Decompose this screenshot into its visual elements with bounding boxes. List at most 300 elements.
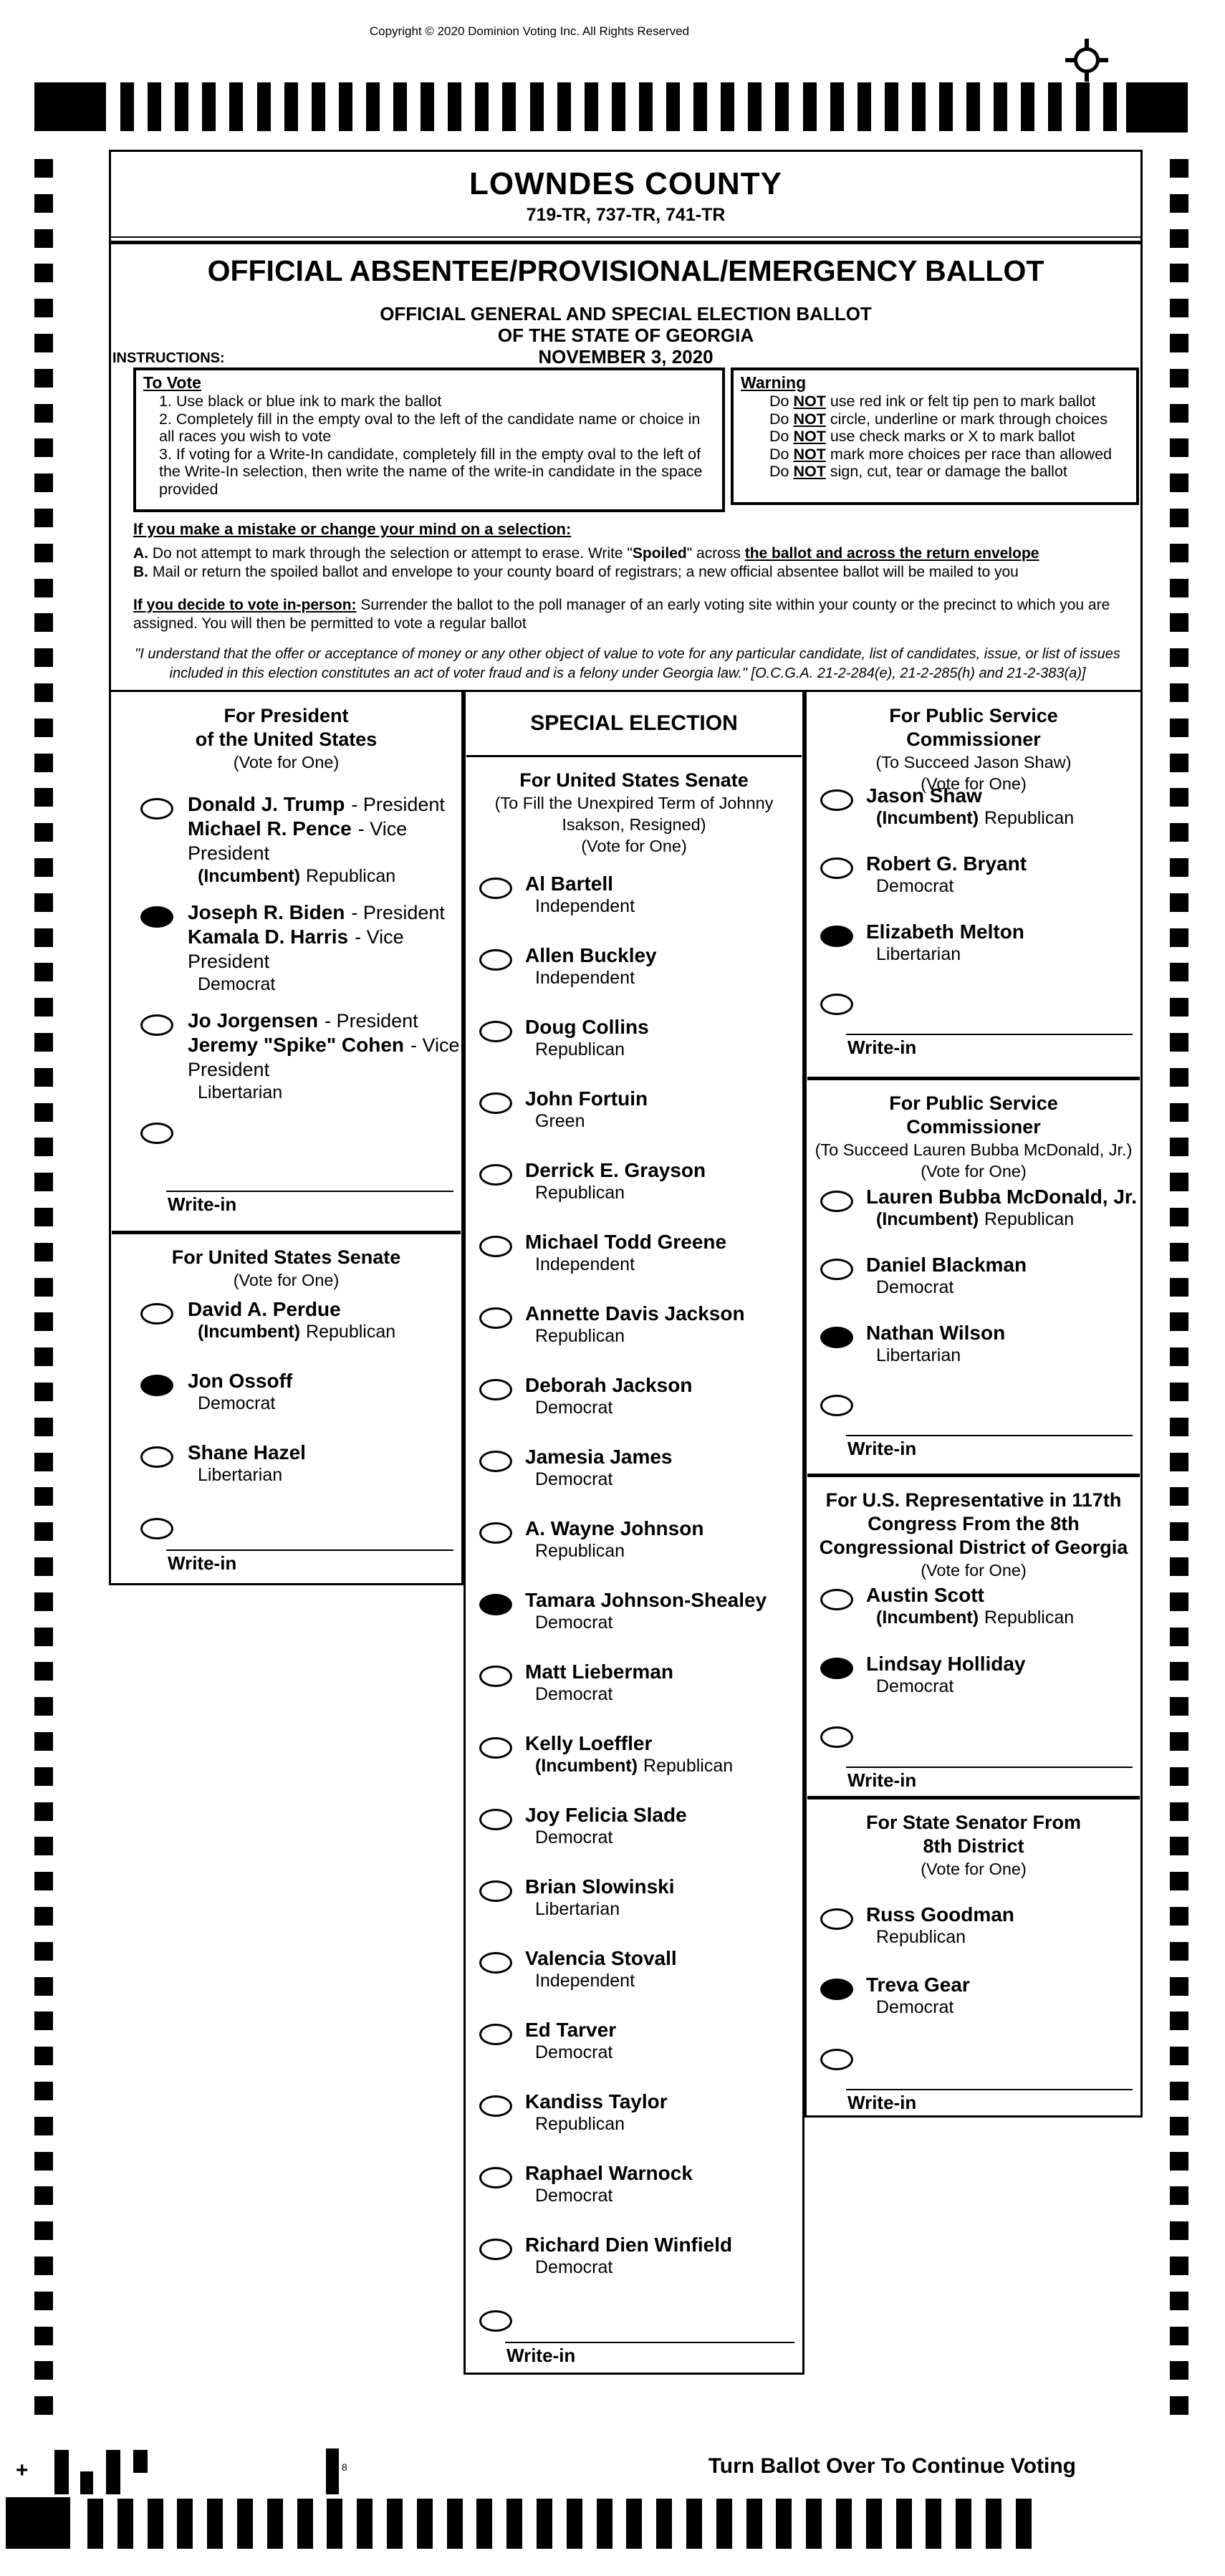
timing-mark bbox=[34, 719, 53, 737]
barcode-mark bbox=[80, 2471, 93, 2494]
write-in-line[interactable] bbox=[846, 2089, 1133, 2090]
timing-mark bbox=[1170, 1942, 1188, 1961]
ballot-oval[interactable] bbox=[820, 1191, 853, 1212]
warning-item: Do NOT sign, cut, tear or damage the ballot bbox=[769, 463, 1067, 480]
candidate-option bbox=[112, 900, 461, 1009]
race-subtitle: (To Succeed Jason Shaw) bbox=[875, 753, 1072, 772]
candidate-party: Republican bbox=[535, 2114, 625, 2134]
candidate-name-line bbox=[525, 2018, 802, 2042]
barcode-mark bbox=[54, 2450, 69, 2494]
write-in-oval[interactable] bbox=[140, 1123, 173, 1144]
timing-mark bbox=[34, 2327, 53, 2345]
vote-for-note: (Vote for One) bbox=[921, 774, 1027, 793]
timing-mark bbox=[34, 1347, 53, 1366]
race-subtitle: (To Fill the Unexpired Term of Johnny bbox=[494, 794, 774, 812]
timing-mark bbox=[34, 1453, 53, 1471]
candidate-name-line bbox=[188, 1297, 461, 1321]
timing-mark bbox=[1170, 1628, 1188, 1646]
timing-mark bbox=[34, 299, 53, 317]
timing-mark bbox=[1170, 1103, 1188, 1122]
ballot-oval-filled[interactable] bbox=[820, 1327, 853, 1348]
write-in-line[interactable] bbox=[505, 2342, 794, 2343]
race-title: For President bbox=[224, 705, 349, 726]
candidate-option bbox=[807, 1185, 1140, 1253]
timing-mark bbox=[1021, 82, 1034, 131]
ballot-oval[interactable] bbox=[479, 1451, 512, 1472]
write-in-option bbox=[112, 1512, 461, 1549]
ballot-oval[interactable] bbox=[479, 2095, 512, 2117]
race-header bbox=[807, 1477, 1140, 1581]
options-list bbox=[807, 1583, 1140, 1791]
candidate-option bbox=[807, 1903, 1140, 1973]
timing-mark bbox=[393, 82, 407, 131]
running-mate-name: Michael R. Pence bbox=[188, 817, 352, 840]
voter-oath: "I understand that the offer or acceptance of money or any other object of value to vote for any particular candidate, list of candidates, issue, or list of issues included in this election constitutes an act of voter fraud and is a felony under Georgia law." [O.C.G.A. 21-2-284(e), 21-2-285(h) and 21-2-383(a)] bbox=[135, 646, 1120, 681]
timing-mark bbox=[1016, 2499, 1032, 2549]
timing-mark bbox=[34, 1628, 53, 1646]
race-president bbox=[112, 693, 461, 1234]
candidate-option bbox=[466, 1158, 802, 1230]
candidate-name: Russ Goodman bbox=[866, 1903, 1014, 1926]
candidate-party: Republican bbox=[535, 1326, 625, 1346]
candidate-party-line bbox=[525, 1397, 802, 1419]
ballot-oval[interactable] bbox=[479, 1952, 512, 1974]
race-title: For Public Service bbox=[889, 1092, 1058, 1114]
write-in-line[interactable] bbox=[846, 1435, 1133, 1436]
ballot-oval[interactable] bbox=[140, 1446, 173, 1468]
timing-mark bbox=[34, 683, 53, 702]
timing-mark bbox=[417, 2499, 433, 2549]
candidate-name: Austin Scott bbox=[866, 1584, 984, 1606]
ballot-oval[interactable] bbox=[140, 1303, 173, 1325]
timing-mark bbox=[994, 82, 1007, 131]
ballot-oval[interactable] bbox=[479, 1021, 512, 1042]
timing-mark bbox=[34, 334, 53, 352]
candidate-party: Democrat bbox=[535, 1827, 613, 1847]
race-header bbox=[466, 757, 802, 857]
candidate-party: Republican bbox=[643, 1756, 734, 1776]
timing-mark bbox=[34, 2047, 53, 2065]
candidate-option bbox=[112, 1297, 461, 1369]
ballot-oval[interactable] bbox=[820, 857, 853, 879]
timing-mark bbox=[175, 82, 188, 131]
mistake-item-b: B. Mail or return the spoiled ballot and envelope to your county board of registrars; a new official absentee ballot will be mailed to you bbox=[133, 564, 1019, 580]
running-mate-line bbox=[188, 817, 461, 865]
race-title: For State Senator From bbox=[865, 1812, 1082, 1833]
timing-mark bbox=[1170, 1453, 1188, 1471]
candidate-party-line bbox=[188, 1464, 461, 1486]
candidate-name: Joseph R. Biden bbox=[188, 901, 345, 923]
timing-mark bbox=[1170, 998, 1188, 1017]
candidate-name: David A. Perdue bbox=[188, 1298, 341, 1320]
timing-mark bbox=[1170, 334, 1188, 352]
ballot-oval-filled[interactable] bbox=[140, 1375, 173, 1396]
candidate-party: Democrat bbox=[198, 974, 276, 994]
race-us-senate bbox=[112, 1234, 461, 1582]
candidate-option bbox=[466, 1731, 802, 1803]
candidate-party: Libertarian bbox=[876, 1345, 961, 1365]
candidate-party: Democrat bbox=[876, 1997, 954, 2017]
timing-mark bbox=[836, 2499, 852, 2549]
timing-mark bbox=[1170, 1872, 1188, 1890]
running-mate-name: Kamala D. Harris bbox=[188, 926, 349, 948]
write-in-oval[interactable] bbox=[820, 2049, 853, 2070]
options-list bbox=[466, 872, 802, 2366]
timing-mark bbox=[1170, 1208, 1188, 1226]
timing-mark bbox=[956, 2499, 971, 2549]
candidate-party: Independent bbox=[535, 1254, 635, 1274]
timing-mark bbox=[1170, 579, 1188, 597]
candidate-name: Tamara Johnson-Shealey bbox=[525, 1589, 767, 1611]
candidate-name-line bbox=[866, 1652, 1140, 1676]
write-in-line[interactable] bbox=[846, 1034, 1133, 1035]
ballot-oval[interactable] bbox=[479, 1379, 512, 1400]
timing-mark bbox=[34, 1068, 53, 1087]
timing-mark bbox=[1170, 893, 1188, 912]
ballot-oval[interactable] bbox=[479, 1164, 512, 1186]
ballot-oval-filled[interactable] bbox=[820, 1979, 853, 2000]
candidate-name-line bbox=[525, 943, 802, 967]
candidate-option bbox=[466, 1015, 802, 1087]
candidate-party-line bbox=[525, 2257, 802, 2279]
ballot-oval[interactable] bbox=[479, 1666, 512, 1687]
timing-mark bbox=[1048, 82, 1062, 131]
timing-mark bbox=[339, 82, 352, 131]
ballot-oval[interactable] bbox=[479, 949, 512, 971]
race-public-service-commissioner-1 bbox=[807, 693, 1140, 1080]
ballot-oval[interactable] bbox=[479, 2024, 512, 2045]
candidate-option bbox=[466, 1803, 802, 1875]
timing-mark bbox=[34, 2117, 53, 2135]
candidate-party: Democrat bbox=[876, 876, 954, 896]
timing-mark bbox=[530, 82, 544, 131]
timing-mark bbox=[1170, 2327, 1188, 2345]
to-vote-title: To Vote bbox=[143, 373, 201, 392]
write-in-label: Write-in bbox=[847, 1438, 917, 1459]
timing-mark bbox=[1170, 1243, 1188, 1261]
timing-mark bbox=[1170, 2361, 1188, 2380]
timing-mark bbox=[1170, 1802, 1188, 1821]
candidate-name: Doug Collins bbox=[525, 1016, 649, 1038]
timing-mark bbox=[34, 2257, 53, 2275]
candidate-name-line bbox=[188, 1369, 461, 1393]
timing-mark bbox=[986, 2499, 1001, 2549]
ballot-type-title: OFFICIAL ABSENTEE/PROVISIONAL/EMERGENCY BALLOT bbox=[207, 254, 1044, 287]
candidate-option bbox=[112, 792, 461, 900]
timing-mark bbox=[34, 474, 53, 492]
options-list bbox=[807, 1903, 1140, 2113]
timing-mark bbox=[1170, 229, 1188, 248]
write-in-oval[interactable] bbox=[820, 1395, 853, 1416]
ballot-oval-filled[interactable] bbox=[820, 1658, 853, 1679]
candidate-name-line bbox=[525, 1445, 802, 1469]
timing-mark bbox=[448, 82, 461, 131]
race-title: For U.S. Representative in 117th bbox=[825, 1489, 1122, 1511]
timing-mark bbox=[34, 2152, 53, 2171]
timing-mark bbox=[1170, 754, 1188, 772]
write-in-line[interactable] bbox=[166, 1191, 453, 1192]
write-in-label: Write-in bbox=[847, 2092, 917, 2113]
timing-mark bbox=[896, 2499, 912, 2549]
candidate-party: Libertarian bbox=[198, 1465, 283, 1485]
candidate-office-suffix: - President bbox=[351, 794, 445, 815]
timing-mark bbox=[1170, 1383, 1188, 1401]
timing-mark bbox=[1170, 1173, 1188, 1191]
write-in-line[interactable] bbox=[166, 1549, 453, 1551]
timing-mark bbox=[387, 2499, 403, 2549]
candidate-name-line bbox=[188, 1009, 461, 1033]
write-in-option bbox=[807, 988, 1140, 1034]
timing-mark bbox=[1170, 438, 1188, 457]
timing-mark bbox=[229, 82, 243, 131]
race-title: Congressional District of Georgia bbox=[819, 1537, 1128, 1558]
write-in-label: Write-in bbox=[847, 1037, 917, 1058]
candidate-option bbox=[466, 1373, 802, 1445]
in-person-note: If you decide to vote in-person: Surrender the ballot to the poll manager of an early voting site within your county or the precinct to which you are assigned. You will then be permitted to vote a regular ballot bbox=[133, 597, 1110, 632]
candidate-option bbox=[807, 784, 1140, 852]
timing-mark bbox=[34, 264, 53, 282]
ballot-oval[interactable] bbox=[479, 1092, 512, 1114]
timing-mark bbox=[1170, 788, 1188, 807]
write-in-oval[interactable] bbox=[140, 1518, 173, 1539]
candidate-option bbox=[807, 920, 1140, 988]
ballot-oval-filled[interactable] bbox=[820, 926, 853, 947]
candidate-party-line bbox=[525, 1110, 802, 1133]
candidate-name: Jo Jorgensen bbox=[188, 1009, 319, 1032]
timing-mark bbox=[806, 2499, 822, 2549]
timing-mark bbox=[34, 1173, 53, 1191]
timing-mark bbox=[1126, 82, 1188, 133]
candidate-party-line bbox=[866, 1926, 1140, 1948]
to-vote-item: 2. Completely fill in the empty oval to the left of the candidate name or choice in all races you wish to vote bbox=[159, 410, 701, 445]
timing-mark bbox=[34, 613, 53, 632]
candidate-name-line bbox=[525, 872, 802, 895]
timing-mark bbox=[267, 2499, 283, 2549]
election-title-line2: OF THE STATE OF GEORGIA bbox=[497, 325, 754, 346]
candidate-name: Kelly Loeffler bbox=[525, 1732, 653, 1754]
timing-mark bbox=[1170, 1522, 1188, 1541]
timing-mark bbox=[34, 2396, 53, 2415]
vote-for-note: (Vote for One) bbox=[581, 837, 687, 855]
timing-mark bbox=[1170, 1557, 1188, 1576]
timing-mark bbox=[1170, 613, 1188, 632]
candidate-name-line bbox=[525, 2090, 802, 2113]
write-in-oval[interactable] bbox=[479, 2310, 512, 2332]
candidate-party-line bbox=[525, 1755, 802, 1777]
warning-title: Warning bbox=[741, 373, 807, 392]
candidate-option bbox=[807, 1652, 1140, 1721]
timing-mark bbox=[1170, 1278, 1188, 1297]
timing-mark bbox=[1170, 1837, 1188, 1855]
timing-mark bbox=[1170, 474, 1188, 492]
timing-mark bbox=[34, 1383, 53, 1401]
ballot-oval[interactable] bbox=[479, 1522, 512, 1544]
candidate-party-line bbox=[525, 1683, 802, 1706]
candidate-party-line bbox=[525, 967, 802, 989]
candidate-name: Brian Slowinski bbox=[525, 1875, 675, 1898]
candidate-name-line bbox=[525, 1875, 802, 1898]
candidate-name-line bbox=[866, 852, 1140, 875]
candidate-name: Lauren Bubba McDonald, Jr. bbox=[866, 1186, 1138, 1208]
candidate-name-line bbox=[525, 1660, 802, 1683]
candidate-name-line bbox=[866, 784, 1140, 807]
ballot-oval[interactable] bbox=[479, 1307, 512, 1329]
timing-mark bbox=[34, 1592, 53, 1611]
ballot-oval[interactable] bbox=[479, 2167, 512, 2188]
candidate-name: Annette Davis Jackson bbox=[525, 1302, 745, 1325]
candidate-option bbox=[466, 1445, 802, 1517]
ballot-oval[interactable] bbox=[820, 1589, 853, 1610]
candidate-name: Deborah Jackson bbox=[525, 1374, 693, 1396]
candidate-option bbox=[466, 1087, 802, 1158]
candidate-name-line bbox=[525, 1803, 802, 1827]
timing-mark bbox=[34, 2361, 53, 2380]
candidate-name-line bbox=[188, 792, 461, 817]
timing-mark bbox=[686, 2499, 702, 2549]
timing-mark bbox=[612, 82, 625, 131]
candidate-party-line bbox=[188, 1321, 461, 1343]
timing-mark bbox=[1170, 1592, 1188, 1611]
candidate-name-line bbox=[866, 1903, 1140, 1926]
timing-mark bbox=[748, 82, 762, 131]
timing-mark bbox=[1170, 194, 1188, 213]
candidate-option bbox=[466, 2018, 802, 2090]
timing-mark bbox=[34, 858, 53, 877]
timing-mark bbox=[585, 82, 598, 131]
candidate-party: Republican bbox=[984, 808, 1075, 828]
write-in-line[interactable] bbox=[846, 1767, 1133, 1768]
candidate-name: John Fortuin bbox=[525, 1087, 648, 1110]
special-election-banner: SPECIAL ELECTION bbox=[466, 693, 802, 757]
candidate-party-line bbox=[866, 1277, 1140, 1299]
vote-for-note: (Vote for One) bbox=[921, 1561, 1027, 1580]
timing-mark bbox=[34, 1732, 53, 1751]
candidate-option bbox=[112, 1369, 461, 1441]
timing-mark bbox=[34, 754, 53, 772]
candidate-name: Jason Shaw bbox=[866, 784, 982, 807]
ballot-oval[interactable] bbox=[479, 1809, 512, 1830]
timing-mark bbox=[237, 2499, 253, 2549]
candidate-option bbox=[112, 1009, 461, 1117]
ballot-oval[interactable] bbox=[479, 878, 512, 899]
running-mate-line bbox=[188, 1033, 461, 1082]
vote-for-note: (Vote for One) bbox=[921, 1860, 1027, 1878]
candidate-option bbox=[807, 1253, 1140, 1321]
timing-mark bbox=[34, 369, 53, 388]
timing-mark bbox=[1170, 2012, 1188, 2030]
timing-mark bbox=[34, 1802, 53, 1821]
candidate-option bbox=[466, 1875, 802, 1946]
timing-mark bbox=[1170, 1977, 1188, 1996]
candidate-name-line bbox=[188, 1441, 461, 1464]
candidate-party: Democrat bbox=[535, 2257, 613, 2277]
candidate-party: Independent bbox=[535, 1971, 635, 1991]
timing-mark bbox=[34, 1767, 53, 1786]
timing-mark bbox=[34, 963, 53, 981]
candidate-name-line bbox=[525, 1588, 802, 1612]
warning-item: Do NOT mark more choices per race than allowed bbox=[769, 445, 1112, 463]
candidate-option bbox=[466, 943, 802, 1015]
ballot-oval[interactable] bbox=[820, 1259, 853, 1280]
timing-mark bbox=[1170, 2221, 1188, 2240]
write-in-option bbox=[807, 2043, 1140, 2089]
timing-mark bbox=[939, 82, 953, 131]
timing-mark bbox=[656, 2499, 672, 2549]
timing-mark bbox=[34, 159, 53, 178]
timing-mark bbox=[34, 1243, 53, 1261]
vote-for-note: (Vote for One) bbox=[921, 1162, 1027, 1181]
candidate-name-line bbox=[525, 2161, 802, 2185]
timing-mark bbox=[34, 1697, 53, 1716]
candidate-party-line bbox=[525, 1254, 802, 1276]
timing-mark bbox=[34, 998, 53, 1017]
candidate-party-line bbox=[525, 1469, 802, 1491]
candidate-name: Lindsay Holliday bbox=[866, 1653, 1026, 1675]
ballot-oval[interactable] bbox=[479, 2239, 512, 2260]
candidate-name-line bbox=[525, 1731, 802, 1755]
candidate-party-line bbox=[188, 1082, 461, 1104]
ballot-oval-filled[interactable] bbox=[140, 906, 173, 928]
timing-mark bbox=[87, 2499, 103, 2549]
ballot-oval-filled[interactable] bbox=[479, 1594, 512, 1615]
barcode-mark bbox=[326, 2448, 339, 2494]
timing-mark bbox=[421, 82, 434, 131]
write-in-label: Write-in bbox=[847, 1769, 917, 1791]
timing-mark bbox=[447, 2499, 463, 2549]
timing-mark bbox=[1170, 1033, 1188, 1052]
ballot-oval[interactable] bbox=[479, 1236, 512, 1257]
race-subtitle: (To Succeed Lauren Bubba McDonald, Jr.) bbox=[815, 1140, 1133, 1159]
timing-mark bbox=[776, 2499, 792, 2549]
ballot-oval[interactable] bbox=[479, 1880, 512, 1902]
options-list bbox=[112, 1297, 461, 1574]
timing-mark bbox=[502, 82, 516, 131]
candidate-party: Democrat bbox=[876, 1277, 954, 1297]
timing-mark bbox=[476, 2499, 492, 2549]
vote-for-note: (Vote for One) bbox=[233, 1271, 340, 1289]
candidate-option bbox=[466, 1588, 802, 1660]
timing-mark bbox=[1170, 1732, 1188, 1751]
candidate-party-line bbox=[866, 1996, 1140, 2019]
candidate-name-line bbox=[525, 1158, 802, 1182]
options-list bbox=[112, 792, 461, 1215]
timing-mark bbox=[1170, 823, 1188, 842]
ballot-oval[interactable] bbox=[820, 1908, 853, 1930]
candidate-option bbox=[466, 2090, 802, 2161]
ballot-oval[interactable] bbox=[140, 1014, 173, 1036]
write-in-label: Write-in bbox=[168, 1552, 237, 1574]
options-list bbox=[807, 784, 1140, 1058]
candidate-party-line bbox=[866, 943, 1140, 966]
timing-mark bbox=[34, 1103, 53, 1122]
running-mate-office-suffix: - Vice President bbox=[188, 1034, 460, 1080]
timing-mark bbox=[327, 2499, 342, 2549]
ballot-oval[interactable] bbox=[479, 1737, 512, 1759]
ballot-oval[interactable] bbox=[820, 789, 853, 811]
write-in-oval[interactable] bbox=[820, 1726, 853, 1748]
ballot-oval[interactable] bbox=[140, 798, 173, 820]
timing-mark bbox=[721, 82, 734, 131]
candidate-name: Allen Buckley bbox=[525, 944, 657, 966]
timing-mark bbox=[34, 788, 53, 807]
candidate-name-line bbox=[525, 2233, 802, 2257]
timing-mark bbox=[34, 229, 53, 248]
timing-mark bbox=[34, 2082, 53, 2100]
candidate-name-line bbox=[525, 1302, 802, 1325]
candidate-party: Democrat bbox=[535, 1469, 613, 1489]
candidate-name-line bbox=[866, 1253, 1140, 1277]
write-in-oval[interactable] bbox=[820, 994, 853, 1015]
